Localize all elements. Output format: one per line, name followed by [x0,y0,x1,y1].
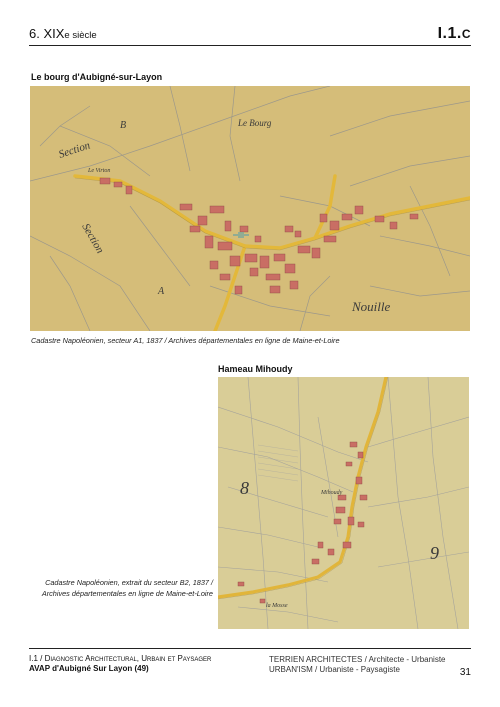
chapter-title [29,26,97,41]
section-code-main: I.1. [437,25,462,42]
bourg-title: Le bourg d'Aubigné-sur-Layon [31,72,163,82]
map1-label-a: A [158,286,165,297]
chapter-number: 6. XIX [29,26,65,41]
page-header [29,26,471,44]
map1-label-nouille: Nouille [352,299,391,314]
page-number: 31 [459,667,471,678]
map2-label-mihoudy: Mihoudy [321,490,343,496]
footer-rule [29,648,471,649]
caption-map-hameau: Cadastre Napoléonien, extrait du secteur B2, 1837 / Archives départementales en ligne de Maine-et-Loire [41,578,213,598]
cadastre-map-hameau [218,377,469,629]
hameau-title: Hameau Mihoudy [218,364,293,374]
cadastre-map-bourg [30,86,470,331]
map1-label-section-2: Section [79,221,106,256]
footer-right [269,655,446,674]
section-code-sub: C [461,27,471,41]
map1-label-le-virton: Le Virton [88,168,111,174]
section-code [438,25,471,43]
map1-label-b: B [120,120,127,131]
chapter-century-text: e siècle [64,30,97,41]
header-rule [29,45,471,46]
footer-project-name: AVAP d'Aubigné Sur Layon (49) [29,664,149,673]
map2-label-la-mosse: la Mosse [266,603,288,609]
footer-urbanist: URBAN'ISM / Urbaniste - Paysagiste [269,664,400,674]
footer-left [29,654,211,674]
map1-label-le-bourg: Le Bourg [238,118,272,128]
map2-label-9: 9 [430,543,439,563]
footer-document-title: I.1 / Diagnostic Architectural, Urbain et Paysager [29,654,212,663]
footer-architect: TERRIEN ARCHITECTES / Architecte - Urbaniste [269,655,446,664]
map1-label-section-1: Section [57,139,92,161]
caption-map-bourg: Cadastre Napoléonien, secteur A1, 1837 / Archives départementales en ligne de Maine-et-Loire [31,336,340,345]
map2-label-8: 8 [240,478,249,498]
